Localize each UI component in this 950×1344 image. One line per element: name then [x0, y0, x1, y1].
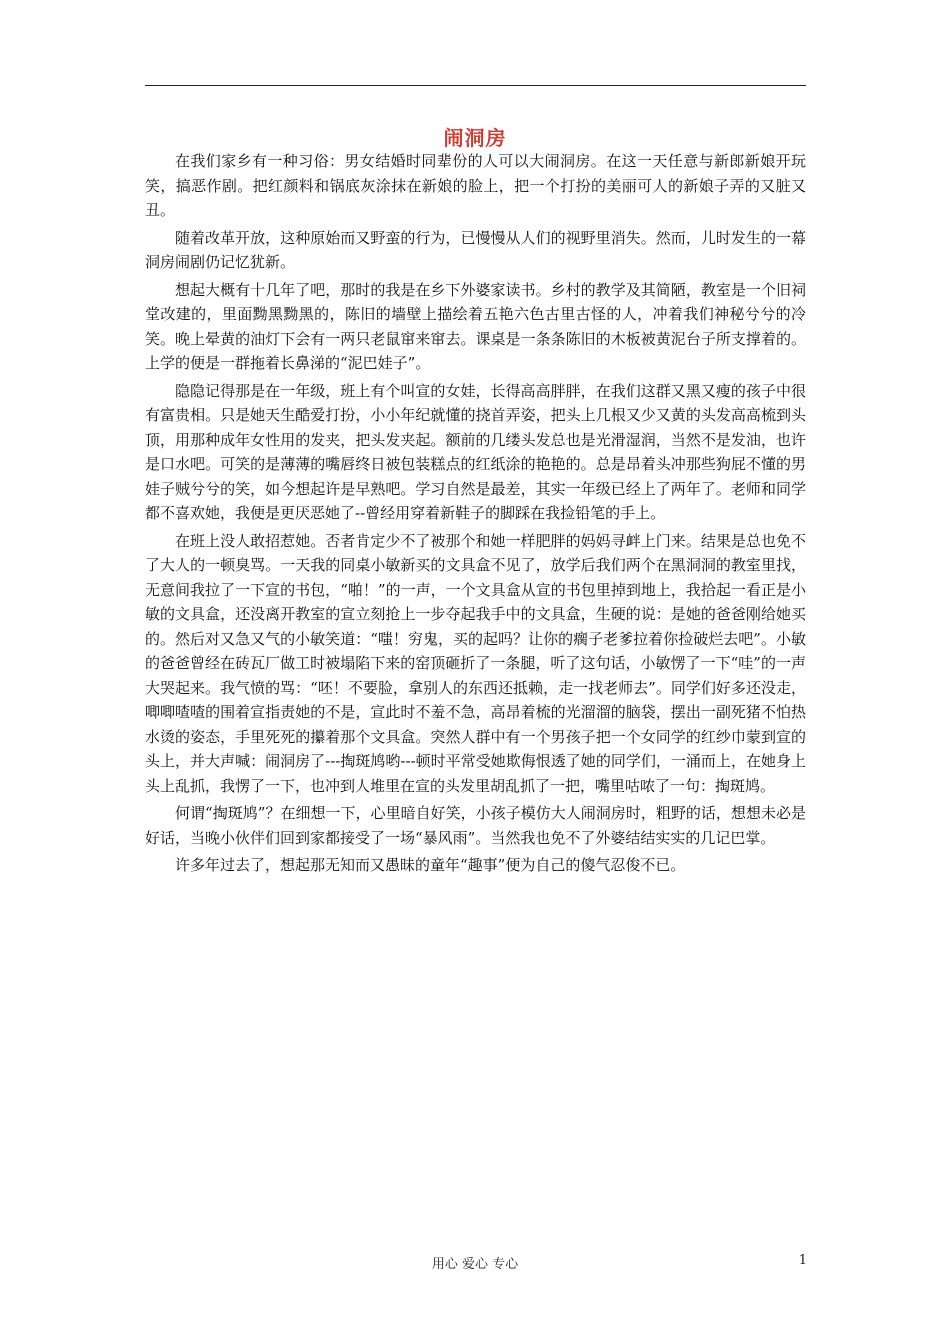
paragraph: 在班上没人敢招惹她。否者肯定少不了被那个和她一样肥胖的妈妈寻衅上门来。结果是总也免不了大人的一顿臭骂。一天我的同桌小敏新买的文具盒不见了，放学后我们两个在黑洞洞的教室里找，无意间我拉了一下宣的书包，“啪！”的一声，一个文具盒从宣的书包里掉到地上，我拾起一看正是小敏的文具盒，还没离开教室的宣立刻抢上一步夺起我手中的文具盒，生硬的说：是她的爸爸刚给她买的。然后对又急又气的小敏笑道：“嗤！穷鬼，买的起吗？让你的瘸子老爹拉着你捡破烂去吧”。小敏的爸爸曾经在砖瓦厂做工时被塌陷下来的窑顶砸折了一条腿，听了这句话，小敏愣了一下“哇”的一声大哭起来。我气愤的骂：“呸！不要脸，拿别人的东西还抵赖，走一找老师去”。同学们好多还没走，唧唧喳喳的围着宣指责她的不是，宣此时不羞不急，高昂着梳的光溜溜的脑袋，摆出一副死猪不怕热水烫的姿态，手里死死的攥着那个文具盒。突然人群中有一个男孩子把一个女同学的红纱巾蒙到宣的头上，并大声喊：闹洞房了---掏斑鸠哟---顿时平常受她欺侮恨透了她的同学们，一涌而上，在她身上头上乱抓，我愣了一下，也冲到人堆里在宣的头发里胡乱抓了一把，嘴里咕哝了一句：掏斑鸠。 — [145, 531, 806, 795]
paragraph: 何谓“掏斑鸠”？在细想一下，心里暗自好笑，小孩子模仿大人闹洞房时，粗野的话，想想未必是好话，当晚小伙伴们回到家都接受了一场“暴风雨”。当然我也免不了外婆结结实实的几记巴掌。 — [145, 804, 806, 847]
paragraph: 许多年过去了，想起那无知而又愚昧的童年“趣事”便为自己的傻气忍俊不已。 — [175, 856, 686, 874]
page-number: 1 — [798, 1253, 807, 1268]
paragraph: 想起大概有十几年了吧，那时的我是在乡下外婆家读书。乡村的教学及其简陋，教室是一个旧祠堂改建的，里面黝黑黝黑的，陈旧的墙壁上描绘着五艳六色古里古怪的人，冲着我们神秘兮兮的冷笑。晚上晕黄的油灯下会有一两只老鼠窜来窜去。课桌是一条条陈旧的木板被黄泥台子所支撑着的。上学的便是一群拖着长鼻涕的“泥巴娃子”。 — [145, 280, 806, 372]
paragraph: 在我们家乡有一种习俗：男女结婚时同辈份的人可以大闹洞房。在这一天任意与新郎新娘开玩笑，搞恶作剧。把红颜料和锅底灰涂抹在新娘的脸上，把一个打扮的美丽可人的新娘子弄的又脏又丑。 — [145, 152, 806, 219]
document-body — [145, 149, 806, 881]
document-title: 闹洞房 — [443, 126, 507, 150]
footer-text: 用心 爱心 专心 — [431, 1257, 519, 1272]
paragraph: 隐隐记得那是在一年级，班上有个叫宣的女娃，长得高高胖胖，在我们这群又黑又瘦的孩子中很有富贵相。只是她天生酷爱打扮，小小年纪就懂的挠首弄姿，把头上几根又少又黄的头发高高梳到头顶，用那种成年女性用的发夹，把头发夹起。额前的几缕头发总也是光滑湿润，当然不是发油，也许是口水吧。可笑的是薄薄的嘴唇终日被包装糕点的红纸涂的艳艳的。总是昂着头冲那些狗屁不懂的男娃子贼兮兮的笑，如今想起许是早熟吧。学习自然是最差，其实一年级已经上了两年了。老师和同学都不喜欢她，我便是更厌恶她了--曾经用穿着新鞋子的脚踩在我捡铅笔的手上。 — [145, 381, 806, 522]
header-rule — [145, 85, 806, 86]
paragraph: 随着改革开放，这种原始而又野蛮的行为，已慢慢从人们的视野里消失。然而，儿时发生的一幕洞房闹剧仍记忆犹新。 — [145, 228, 806, 271]
